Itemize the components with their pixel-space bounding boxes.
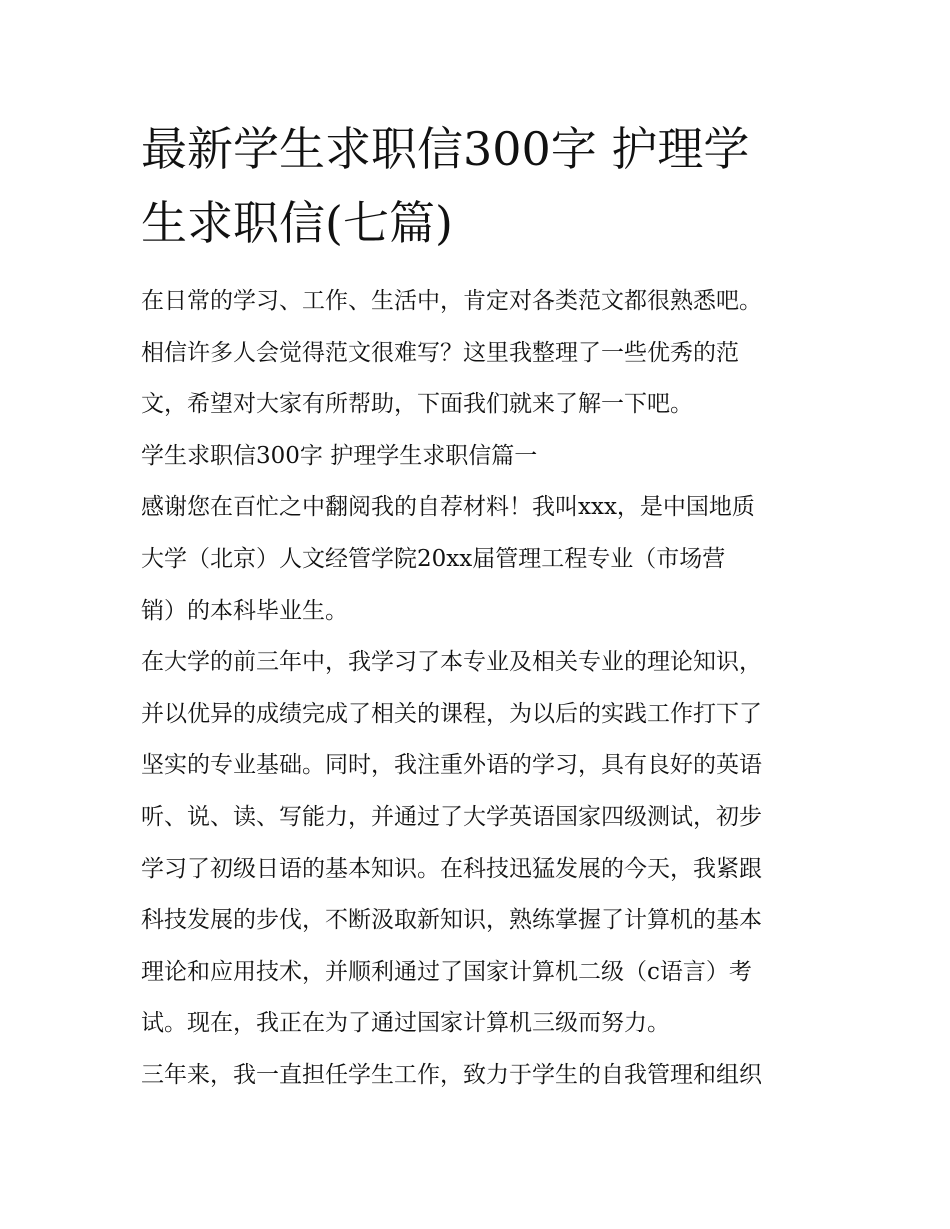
body-line: 试。现在，我正在为了通过国家计算机三级而努力。 — [141, 1010, 670, 1037]
body-line: 并以优异的成绩完成了相关的课程，为以后的实践工作打下了 — [141, 700, 762, 727]
body-line: 在日常的学习、工作、生活中，肯定对各类范文都很熟悉吧。 — [141, 288, 762, 314]
body-line: 学习了初级日语的基本知识。在科技迅猛发展的今天，我紧跟 — [141, 855, 762, 882]
body-line: 销）的本科毕业生。 — [141, 597, 348, 624]
body-line: 文，希望对大家有所帮助，下面我们就来了解一下吧。 — [141, 391, 693, 418]
title-line-2: 生求职信(七篇) — [141, 196, 453, 250]
body-line: 听、说、读、写能力，并通过了大学英语国家四级测试，初步 — [141, 803, 762, 830]
body-line: 三年来，我一直担任学生工作，致力于学生的自我管理和组织 — [141, 1061, 762, 1088]
body-line: 在大学的前三年中，我学习了本专业及相关专业的理论知识， — [141, 649, 762, 676]
section-heading: 学生求职信300字 护理学生求职信篇一 — [141, 442, 538, 469]
body-line: 大学（北京）人文经管学院20xx届管理工程专业（市场营 — [141, 545, 726, 572]
body-line: 感谢您在百忙之中翻阅我的自荐材料！我叫xxx，是中国地质 — [141, 494, 755, 521]
document-body — [141, 279, 821, 1105]
document-title — [141, 112, 821, 260]
body-line: 相信许多人会觉得范文很难写？这里我整理了一些优秀的范 — [141, 339, 739, 366]
title-line-1: 最新学生求职信300字 护理学 — [141, 122, 750, 176]
body-line: 坚实的专业基础。同时，我注重外语的学习，具有良好的英语 — [141, 752, 762, 779]
body-line: 科技发展的步伐，不断汲取新知识，熟练掌握了计算机的基本 — [141, 907, 762, 934]
body-line: 理论和应用技术，并顺利通过了国家计算机二级（c语言）考 — [141, 958, 752, 985]
